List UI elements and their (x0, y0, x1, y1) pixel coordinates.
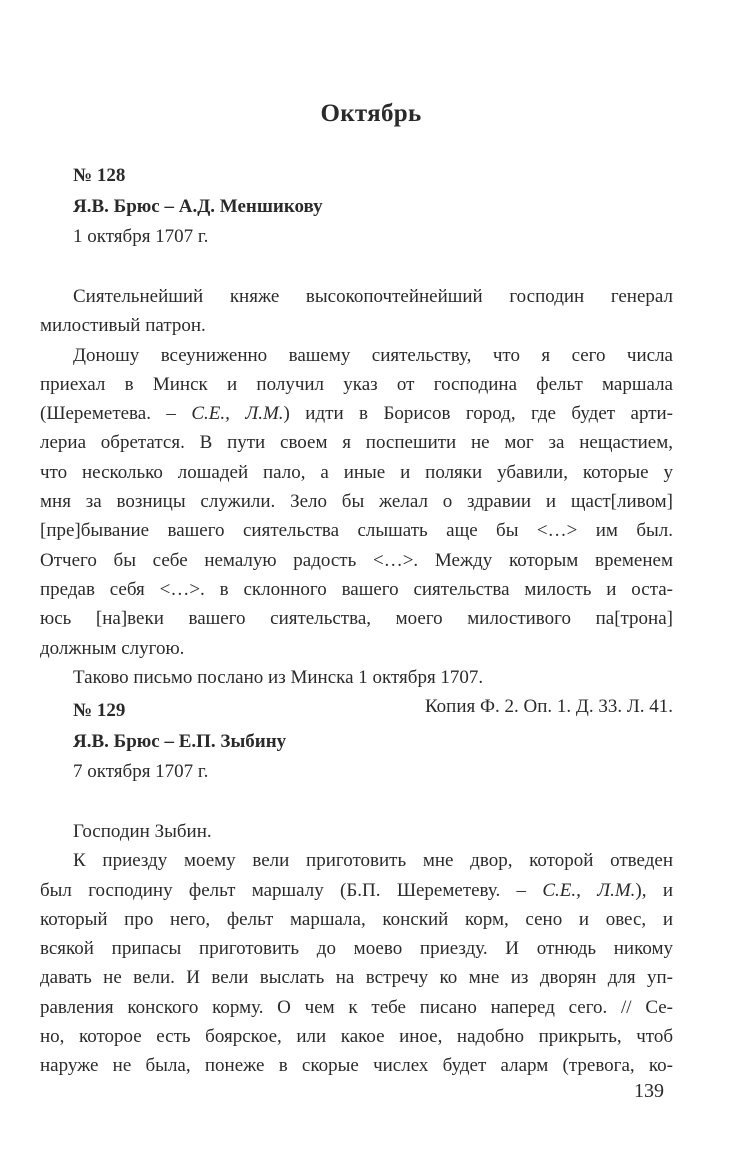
document-number: № 129 (73, 700, 126, 721)
text-line: который про него, фельт маршала, конский корм, сено и овес, и (40, 908, 673, 930)
text-line: милостивый патрон. (40, 315, 206, 337)
text-line: давать не вели. И вели выслать на встречу ко мне из дворян для уп- (40, 967, 673, 989)
text-line: лериа обретатся. В пути своем я поспешити не мог за нещастием, (40, 432, 673, 454)
text-line: наруже не была, понеже в скорые числех будет аларм (тревога, ко- (40, 1055, 673, 1077)
text-line: должным слугою. (40, 637, 185, 659)
document-number: № 128 (73, 165, 126, 186)
text-line: но, которое есть боярское, или какое иное, надобно прикрыть, чтоб (40, 1026, 673, 1048)
text-line: Доношу всеуниженно вашему сиятельству, что я сего числа (73, 344, 673, 366)
chapter-title: Октябрь (320, 100, 422, 127)
document-129 (40, 695, 673, 1081)
text-line: мня за возницы служили. Зело бы желал о здравии и щаст[ливом] (40, 491, 673, 513)
text-line: (Шереметева. – С.Е., Л.М.) идти в Борисов город, где будет арти- (40, 403, 673, 425)
text-line: что несколько лошадей пало, а иные и поляки убавили, которые у (40, 461, 673, 483)
text-line: всякой припасы приготовить до моево приезду. И отнюдь никому (40, 938, 673, 960)
text-line: Отчего бы себе немалую радость <…>. Между которым временем (40, 549, 673, 571)
text-line: Господин Зыбин. (73, 821, 212, 842)
document-date: 1 октября 1707 г. (73, 226, 209, 247)
document-heading: Я.В. Брюс – Е.П. Зыбину (73, 731, 287, 752)
text-line: [пре]бывание вашего сиятельства слышать аще бы <…> им был. (40, 520, 673, 542)
document-128 (40, 160, 673, 721)
text-line: Сиятельнейший княже высокопочтейнейший господин генерал (73, 286, 673, 307)
page-number: 139 (634, 1080, 664, 1102)
archive-reference: Копия Ф. 2. Оп. 1. Д. 33. Л. 41. (424, 696, 673, 718)
text-line: Таково письмо послано из Минска 1 октября 1707. (73, 666, 484, 688)
document-date: 7 октября 1707 г. (73, 761, 209, 782)
document-heading: Я.В. Брюс – А.Д. Меншикову (73, 196, 323, 217)
text-line: приехал в Минск и получил указ от господина фельт маршала (40, 373, 673, 395)
text-line: юсь [на]веки вашего сиятельства, моего милостивого па[трона] (40, 608, 673, 630)
text-line: равления конского корму. О чем к тебе писано наперед сего. // Се- (40, 996, 673, 1018)
text-line: К приезду моему вели приготовить мне двор, которой отведен (73, 850, 673, 872)
text-line: предав себя <…>. в склонного вашего сиятельства милость и оста- (40, 578, 673, 600)
text-line: был господину фельт маршалу (Б.П. Шереметеву. – С.Е., Л.М.), и (40, 879, 673, 901)
